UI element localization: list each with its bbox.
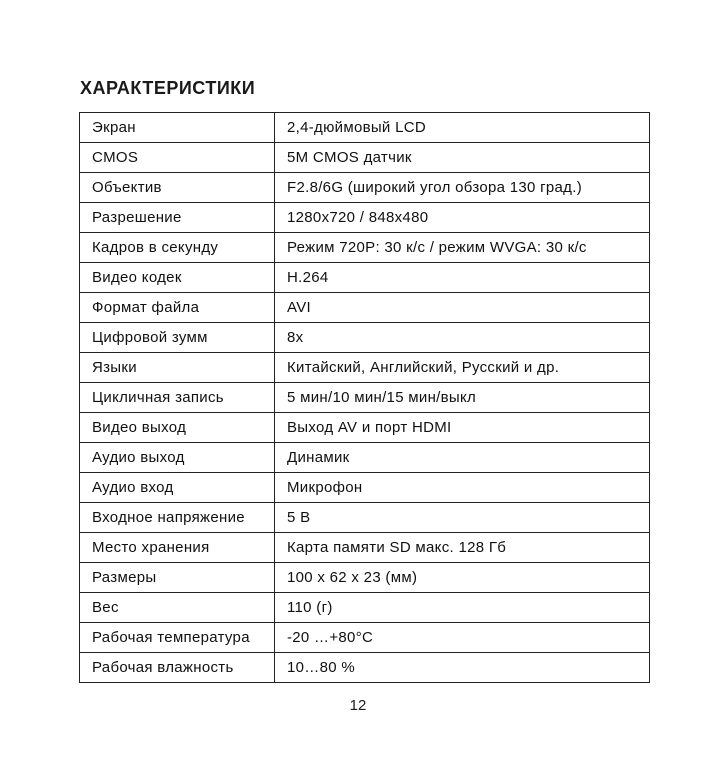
spec-param-resolution: Разрешение xyxy=(80,203,275,233)
spec-param-dimensions: Размеры xyxy=(80,563,275,593)
spec-param-operating-humidity: Рабочая влажность xyxy=(80,653,275,683)
spec-param-file-format: Формат файла xyxy=(80,293,275,323)
spec-value-cmos: 5M CMOS датчик xyxy=(275,143,650,173)
spec-param-lens: Объектив xyxy=(80,173,275,203)
spec-param-cmos: CMOS xyxy=(80,143,275,173)
table-row xyxy=(80,113,650,143)
table-row xyxy=(80,653,650,683)
spec-value-languages: Китайский, Английский, Русский и др. xyxy=(275,353,650,383)
spec-value-input-voltage: 5 В xyxy=(275,503,650,533)
table-row xyxy=(80,593,650,623)
spec-value-video-output: Выход AV и порт HDMI xyxy=(275,413,650,443)
table-row xyxy=(80,353,650,383)
table-row xyxy=(80,263,650,293)
spec-value-fps: Режим 720P: 30 к/с / режим WVGA: 30 к/с xyxy=(275,233,650,263)
spec-value-resolution: 1280x720 / 848x480 xyxy=(275,203,650,233)
table-row xyxy=(80,443,650,473)
spec-value-lens: F2.8/6G (широкий угол обзора 130 град.) xyxy=(275,173,650,203)
spec-param-video-output: Видео выход xyxy=(80,413,275,443)
spec-param-audio-input: Аудио вход xyxy=(80,473,275,503)
spec-param-operating-temperature: Рабочая температура xyxy=(80,623,275,653)
spec-value-audio-input: Микрофон xyxy=(275,473,650,503)
table-row xyxy=(80,143,650,173)
spec-param-fps: Кадров в секунду xyxy=(80,233,275,263)
table-row xyxy=(80,383,650,413)
spec-value-digital-zoom: 8x xyxy=(275,323,650,353)
table-row xyxy=(80,503,650,533)
table-row xyxy=(80,233,650,263)
spec-value-operating-humidity: 10…80 % xyxy=(275,653,650,683)
spec-value-video-codec: H.264 xyxy=(275,263,650,293)
spec-param-languages: Языки xyxy=(80,353,275,383)
spec-value-screen: 2,4-дюймовый LCD xyxy=(275,113,650,143)
page-number: 12 xyxy=(349,697,367,714)
table-row xyxy=(80,323,650,353)
spec-value-operating-temperature: -20 …+80°C xyxy=(275,623,650,653)
spec-param-screen: Экран xyxy=(80,113,275,143)
spec-value-storage: Карта памяти SD макс. 128 Гб xyxy=(275,533,650,563)
spec-param-weight: Вес xyxy=(80,593,275,623)
table-row xyxy=(80,203,650,233)
specifications-table-body xyxy=(80,113,650,683)
spec-param-digital-zoom: Цифровой зумм xyxy=(80,323,275,353)
spec-param-video-codec: Видео кодек xyxy=(80,263,275,293)
table-row xyxy=(80,173,650,203)
spec-param-input-voltage: Входное напряжение xyxy=(80,503,275,533)
spec-value-dimensions: 100 x 62 x 23 (мм) xyxy=(275,563,650,593)
spec-param-audio-output: Аудио выход xyxy=(80,443,275,473)
table-row xyxy=(80,413,650,443)
spec-value-file-format: AVI xyxy=(275,293,650,323)
spec-param-loop-recording: Цикличная запись xyxy=(80,383,275,413)
spec-value-weight: 110 (г) xyxy=(275,593,650,623)
table-row xyxy=(80,473,650,503)
table-row xyxy=(80,293,650,323)
spec-param-storage: Место хранения xyxy=(80,533,275,563)
table-row xyxy=(80,533,650,563)
spec-value-audio-output: Динамик xyxy=(275,443,650,473)
table-row xyxy=(80,623,650,653)
spec-value-loop-recording: 5 мин/10 мин/15 мин/выкл xyxy=(275,383,650,413)
table-row xyxy=(80,563,650,593)
specifications-table xyxy=(79,112,650,683)
page-title: ХАРАКТЕРИСТИКИ xyxy=(80,78,256,98)
